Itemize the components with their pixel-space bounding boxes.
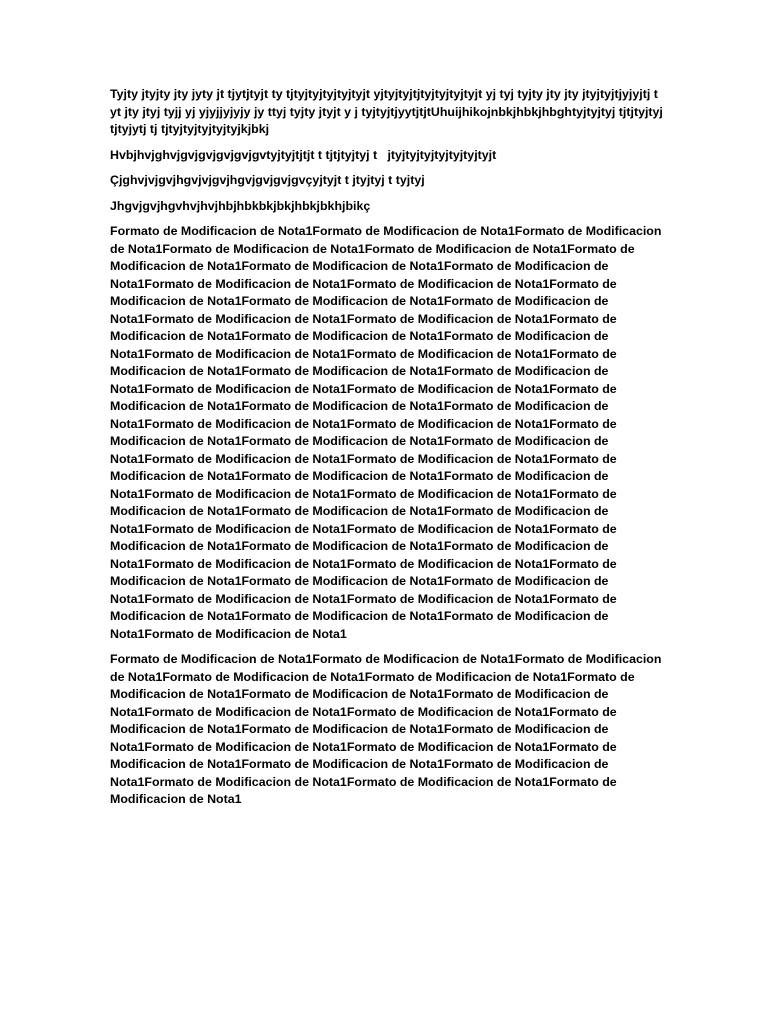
paragraph-6: Formato de Modificacion de Nota1Formato de Modificacion de Nota1Formato de Modificacion de Nota1Formato de Modificacion de Nota1Formato de Modificacion de Nota1Formato de Modificacion de Nota1Formato de Modificacion de Nota1Formato de Modificacion de Nota1Formato de Modificacion de Nota1Formato de Modificacion de Nota1Formato de Modificacion de Nota1Formato de Modificacion de Nota1Formato de Modificacion de Nota1Formato de Modificacion de Nota1Formato de Modificacion de Nota1Formato de Modificacion de Nota1Formato de Modificacion de Nota1Formato de Modificacion de Nota1Formato de Modificacion de Nota1Formato de Modificacion de Nota1Formato de Modificacion de Nota1 [110,652,665,806]
paragraph-4: Jhgvjgvjhgvhvjhvjhbjhbkbkjbkjhbkjbkhjbikç [110,198,371,213]
paragraph-3: Çjghvjvjgvjhgvjvjgvjhgvjgvjgvjgvçyjtyjt t jtyjtyj t tyjtyj [110,173,425,187]
document-body [110,86,666,817]
paragraph-5: Formato de Modificacion de Nota1Formato de Modificacion de Nota1Formato de Modificacion de Nota1Formato de Modificacion de Nota1Formato de Modificacion de Nota1Formato de Modificacion de Nota1Formato de Modificacion de Nota1Formato de Modificacion de Nota1Formato de Modificacion de Nota1Formato de Modificacion de Nota1Formato de Modificacion de Nota1Formato de Modificacion de Nota1Formato de Modificacion de Nota1Formato de Modificacion de Nota1Formato de Modificacion de Nota1Formato de Modificacion de Nota1Formato de Modificacion de Nota1Formato de Modificacion de Nota1Formato de Modificacion de Nota1Formato de Modificacion de Nota1Formato de Modificacion de Nota1Formato de Modificacion de Nota1Formato de Modificacion de Nota1Formato de Modificacion de Nota1Formato de Modificacion de Nota1Formato de Modificacion de Nota1Formato de Modificacion de Nota1Formato de Modificacion de Nota1Formato de Modificacion de Nota1Formato de Modificacion de Nota1Formato de Modificacion de Nota1Formato de Modificacion de Nota1Formato de Modificacion de Nota1Formato de Modificacion de Nota1Formato de Modificacion de Nota1Formato de Modificacion de Nota1Formato de Modificacion de Nota1Formato de Modificacion de Nota1Formato de Modificacion de Nota1Formato de Modificacion de Nota1Formato de Modificacion de Nota1Formato de Modificacion de Nota1Formato de Modificacion de Nota1Formato de Modificacion de Nota1Formato de Modificacion de Nota1Formato de Modificacion de Nota1Formato de Modificacion de Nota1Formato de Modificacion de Nota1Formato de Modificacion de Nota1Formato de Modificacion de Nota1Formato de Modificacion de Nota1Formato de Modificacion de Nota1Formato de Modificacion de Nota1Formato de Modificacion de Nota1Formato de Modificacion de Nota1Formato de Modificacion de Nota1Formato de Modificacion de Nota1Formato de Modificacion de Nota1Formato de Modificacion de Nota1 [110,224,665,641]
paragraph-1: Tyjty jtyjty jty jyty jt tjytjtyjt ty tjtyjtyjtyjtyjtyjt yjtyjtyjtjtyjtyjtyjtyjt yj tyj tyjty jty jty jtyjtyjtjyjyjtj t yt jty jtyj tyjj yj yjyjjyjyjy jy ttyj tyjty jtyjt y j tyjtyjtjyytjtjtUhuijhikojnbkjhbkjhbghtyjtyjtyj tjtjtyjtyjtjtyjytj tj tjtyjtyjtyjtyjtyjkjbkj [110,87,663,136]
paragraph-2: Hvbjhvjghvjgvjgvjgvjgvjgvtyjtyjtjtjt t tjtjtyjtyj t jtyjtyjtyjtyjtyjtyjtyjt [110,147,497,162]
